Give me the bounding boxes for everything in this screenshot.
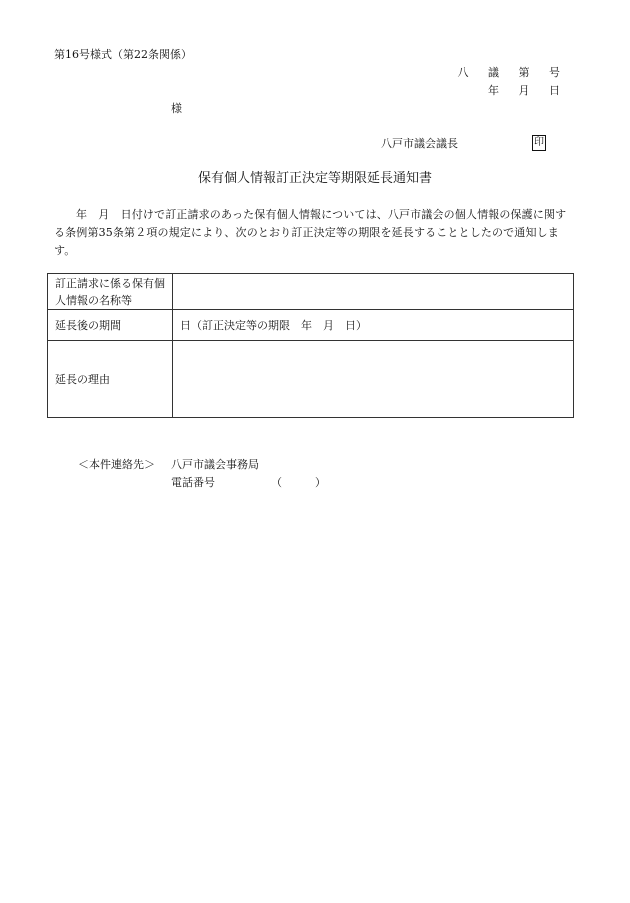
table-row — [48, 341, 574, 418]
form-number: 第16号様式（第22条関係） — [54, 48, 192, 61]
contact-office: 八戸市議会事務局 — [171, 458, 259, 471]
table-value-period: 日（訂正決定等の期限 年 月 日） — [173, 310, 574, 341]
info-table — [47, 273, 574, 418]
table-value-target — [173, 274, 574, 310]
phone-label: 電話番号 — [171, 476, 215, 489]
table-value-reason — [173, 341, 574, 418]
body-text: 年 月 日付けで訂正請求のあった保有個人情報については、八戸市議会の個人情報の保護に関する条例第35条第２項の規定により、次のとおり訂正決定等の期限を延長することとしたので通知します。 — [54, 208, 567, 257]
contact-label: ＜本件連絡先＞ — [78, 458, 155, 471]
recipient-suffix: 様 — [171, 102, 182, 115]
table-row — [48, 310, 574, 341]
issue-number: 八 議 第 号 — [457, 66, 568, 79]
table-label-reason: 延長の理由 — [48, 341, 173, 418]
issue-date: 年 月 日 — [488, 84, 568, 97]
phone-number-field: （ ） — [271, 476, 326, 489]
document-title: 保有個人情報訂正決定等期限延長通知書 — [197, 171, 432, 186]
table-label-target: 訂正請求に係る保有個人情報の名称等 — [48, 274, 173, 310]
issuer-name: 八戸市議会議長 — [381, 137, 458, 150]
seal-mark: 印 — [532, 135, 546, 151]
table-row — [48, 274, 574, 310]
table-label-period: 延長後の期間 — [48, 310, 173, 341]
